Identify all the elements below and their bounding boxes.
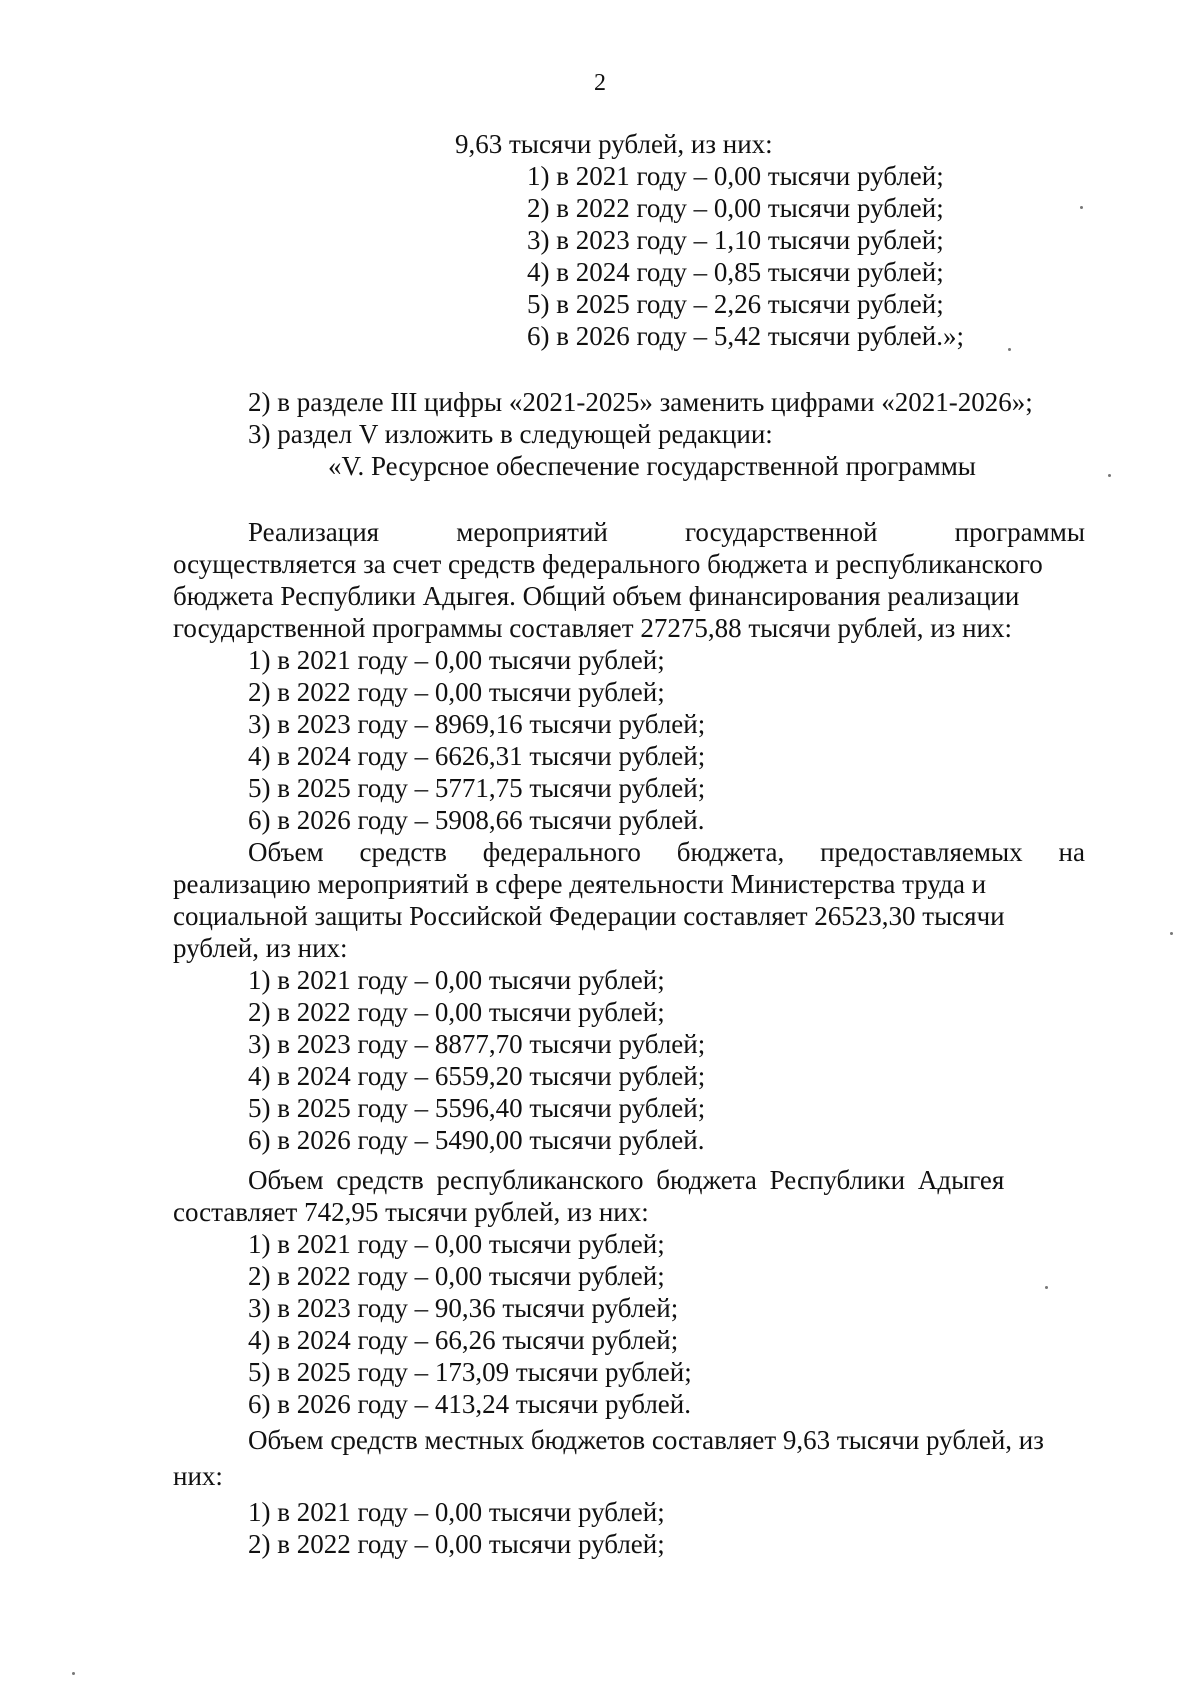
para1-item: 5) в 2025 году – 5771,75 тысячи рублей; [248, 773, 706, 803]
para4-item: 1) в 2021 году – 0,00 тысячи рублей; [248, 1497, 665, 1527]
scan-speck [72, 1672, 75, 1675]
para1-item: 2) в 2022 году – 0,00 тысячи рублей; [248, 677, 665, 707]
para2-word: на [1058, 837, 1085, 867]
para4-item: 2) в 2022 году – 0,00 тысячи рублей; [248, 1529, 665, 1559]
para1-item: 3) в 2023 году – 8969,16 тысячи рублей; [248, 709, 706, 739]
para2-item: 5) в 2025 году – 5596,40 тысячи рублей; [248, 1093, 706, 1123]
top-block-item: 3) в 2023 году – 1,10 тысячи рублей; [527, 225, 944, 255]
para3-item: 4) в 2024 году – 66,26 тысячи рублей; [248, 1325, 679, 1355]
para1-item: 6) в 2026 году – 5908,66 тысячи рублей. [248, 805, 705, 835]
para4-line: Объем средств местных бюджетов составляет 9,63 тысячи рублей, из [248, 1425, 1044, 1455]
para3-item: 5) в 2025 году – 173,09 тысячи рублей; [248, 1357, 692, 1387]
para2-word: предоставляемых [820, 837, 1023, 867]
para2-item: 6) в 2026 году – 5490,00 тысячи рублей. [248, 1125, 705, 1155]
para1-item: 4) в 2024 году – 6626,31 тысячи рублей; [248, 741, 706, 771]
para2-line: реализацию мероприятий в сфере деятельности Министерства труда и [173, 869, 987, 899]
para1-word: Реализация [248, 517, 380, 547]
para1-line: осуществляется за счет средств федерального бюджета и республиканского [173, 549, 1043, 579]
para1-word: мероприятий [456, 517, 608, 547]
para1-line: государственной программы составляет 27275,88 тысячи рублей, из них: [173, 613, 1012, 643]
top-block-item: 6) в 2026 году – 5,42 тысячи рублей.»; [527, 321, 964, 351]
para2-first-line [248, 836, 1085, 868]
top-block-item: 5) в 2025 году – 2,26 тысячи рублей; [527, 289, 944, 319]
para3-item: 2) в 2022 году – 0,00 тысячи рублей; [248, 1261, 665, 1291]
para1-word: государственной [685, 517, 878, 547]
scan-speck [1045, 1286, 1048, 1289]
para2-word: средств [359, 837, 447, 867]
scan-speck [1080, 206, 1083, 209]
para2-word: Объем [248, 837, 324, 867]
scan-speck [1108, 474, 1111, 477]
para4-line: них: [173, 1461, 223, 1491]
scan-speck [1170, 932, 1173, 935]
para1-item: 1) в 2021 году – 0,00 тысячи рублей; [248, 645, 665, 675]
para3-item: 3) в 2023 году – 90,36 тысячи рублей; [248, 1293, 679, 1323]
para2-item: 1) в 2021 году – 0,00 тысячи рублей; [248, 965, 665, 995]
scan-speck [1008, 348, 1011, 351]
para2-line: социальной защиты Российской Федерации составляет 26523,30 тысячи [173, 901, 1005, 931]
top-block-item: 4) в 2024 году – 0,85 тысячи рублей; [527, 257, 944, 287]
page-number: 2 [594, 70, 606, 96]
para3-item: 1) в 2021 году – 0,00 тысячи рублей; [248, 1229, 665, 1259]
para2-item: 3) в 2023 году – 8877,70 тысячи рублей; [248, 1029, 706, 1059]
para3-item: 6) в 2026 году – 413,24 тысячи рублей. [248, 1389, 691, 1419]
para3-line: составляет 742,95 тысячи рублей, из них: [173, 1197, 649, 1227]
top-block-intro: 9,63 тысячи рублей, из них: [455, 129, 773, 159]
para2-word: бюджета, [676, 837, 785, 867]
amendment-item-3: 3) раздел V изложить в следующей редакции: [248, 419, 773, 449]
top-block-item: 1) в 2021 году – 0,00 тысячи рублей; [527, 161, 944, 191]
para3-line: Объем средств республиканского бюджета Республики Адыгея [248, 1165, 1005, 1195]
para1-first-line [248, 516, 1085, 548]
top-block-item: 2) в 2022 году – 0,00 тысячи рублей; [527, 193, 944, 223]
para2-item: 4) в 2024 году – 6559,20 тысячи рублей; [248, 1061, 706, 1091]
para2-word: федерального [482, 837, 641, 867]
para1-line: бюджета Республики Адыгея. Общий объем финансирования реализации [173, 581, 1020, 611]
para1-word: программы [954, 517, 1085, 547]
para2-item: 2) в 2022 году – 0,00 тысячи рублей; [248, 997, 665, 1027]
para2-line: рублей, из них: [173, 933, 348, 963]
amendment-item-2: 2) в разделе III цифры «2021-2025» заменить цифрами «2021-2026»; [248, 387, 1033, 417]
section-title: «V. Ресурсное обеспечение государственной программы [328, 451, 976, 481]
